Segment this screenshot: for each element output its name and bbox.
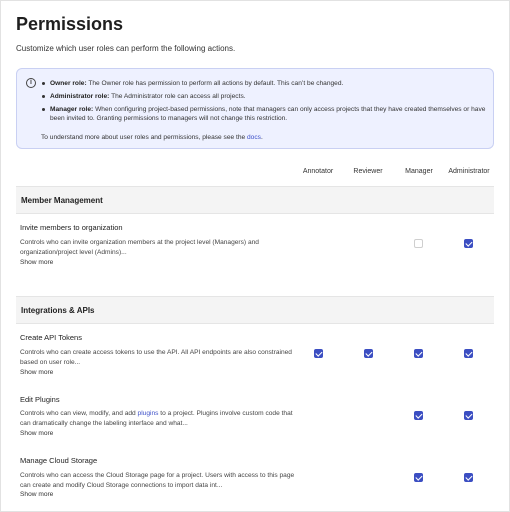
row-desc-edit-plugins [20,409,295,428]
info-item-administrator-text: The Administrator role can access all projects. [109,93,246,100]
checkbox-invite-members-administrator[interactable] [464,239,473,248]
docs-link[interactable]: docs [247,134,261,141]
column-header-reviewer: Reviewer [353,168,383,175]
checkbox-create-api-tokens-administrator[interactable] [464,349,473,358]
info-item-manager-text: When configuring project-based permissions, note that managers can only access projects that they have created themselves or have been invited to. Granting permissions to managers will not change this restriction. [50,106,486,122]
row-desc-manage-cloud-storage: Controls who can access the Cloud Storage page for a project. Users with access to this page can create and modify Cloud Storage connections to import data int... [20,472,295,489]
section-member-management [16,186,494,214]
column-header-manager: Manager [405,168,433,175]
show-more-link[interactable]: Show more [20,369,54,376]
show-more-link[interactable]: Show more [20,430,54,437]
info-item-manager-label: Manager role: [50,106,94,113]
row-desc-create-api-tokens: Controls who can create access tokens to use the API. All API endpoints are also constrained based on user role... [20,349,292,366]
section-title: Member Management [21,196,103,205]
page-title: Permissions [16,14,124,34]
checkbox-create-api-tokens-manager[interactable] [414,349,423,358]
show-more-link[interactable]: Show more [20,259,54,266]
info-item-owner-text: The Owner role has permission to perform all actions by default. This can’t be changed. [86,80,344,87]
info-note-suffix: . [260,134,263,141]
plugins-link[interactable]: plugins [137,410,159,417]
checkbox-edit-plugins-manager[interactable] [414,411,423,420]
info-item-administrator-label: Administrator role: [50,93,110,100]
row-desc-invite-members: Controls who can invite organization members at the project level (Managers) and organization/project level (Admins)... [20,239,259,256]
row-desc-edit-plugins-suffix: to a project. Plugins involve custom code that can dramatically change the labeling interface and what... [20,410,293,427]
show-more-link[interactable]: Show more [20,491,54,498]
info-note [41,134,263,141]
checkbox-create-api-tokens-reviewer[interactable] [364,349,373,358]
info-list [41,79,486,127]
checkbox-edit-plugins-administrator[interactable] [464,411,473,420]
row-desc-edit-plugins-text: Controls who can view, modify, and add [20,410,138,417]
section-integrations-apis [16,296,494,324]
info-item-owner-label: Owner role: [50,80,87,87]
info-icon: i [26,78,36,88]
info-item-manager [41,105,486,123]
column-header-annotator: Annotator [302,168,334,175]
row-title-create-api-tokens: Create API Tokens [20,333,82,342]
row-title-invite-members: Invite members to organization [20,223,123,232]
row-title-manage-cloud-storage: Manage Cloud Storage [20,456,98,465]
checkbox-invite-members-manager[interactable] [414,239,423,248]
checkbox-create-api-tokens-annotator[interactable] [314,349,323,358]
column-header-administrator: Administrator [448,168,490,175]
row-title-edit-plugins: Edit Plugins [20,395,60,404]
info-item-administrator [41,92,486,101]
checkbox-manage-cloud-storage-administrator[interactable] [464,473,473,482]
section-title: Integrations & APIs [21,306,95,315]
info-callout [16,68,494,149]
info-item-owner [41,79,486,88]
checkbox-manage-cloud-storage-manager[interactable] [414,473,423,482]
info-note-text: To understand more about user roles and permissions, please see the [41,134,247,141]
page-subtitle: Customize which user roles can perform the following actions. [16,44,236,53]
